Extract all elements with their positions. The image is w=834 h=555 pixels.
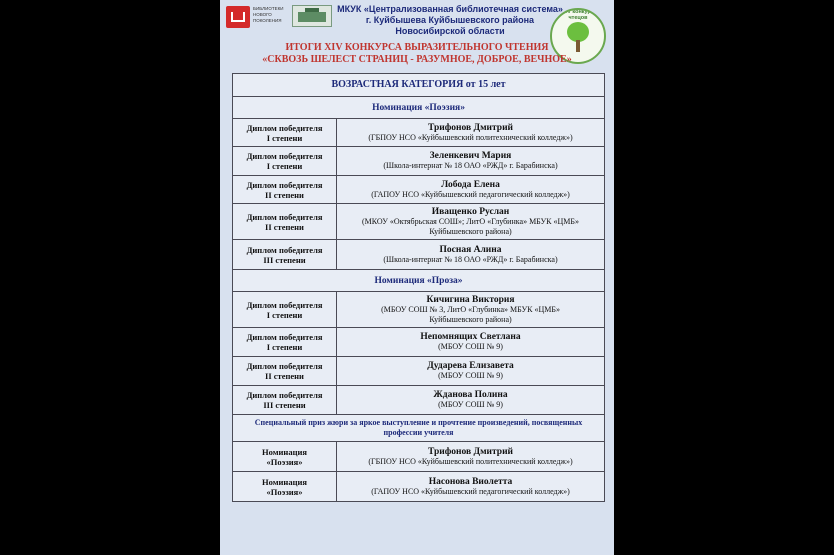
winner-organization: Куйбышевского района): [429, 314, 512, 324]
diploma-line: Диплом победителя: [246, 179, 323, 190]
diploma-line: Диплом победителя: [246, 122, 323, 133]
diploma-line: I степени: [266, 132, 303, 143]
diploma-line: II степени: [265, 371, 304, 381]
diploma-line: I степени: [266, 309, 303, 320]
tree-icon: [567, 22, 589, 42]
diploma-line: I степени: [266, 161, 303, 171]
title-line: ИТОГИ XIV КОНКУРСА ВЫРАЗИТЕЛЬНОГО ЧТЕНИЯ: [285, 42, 549, 53]
diploma-line: Диплом победителя: [246, 151, 323, 161]
diploma-cell: [233, 240, 337, 270]
book-icon: [231, 12, 245, 22]
winner-name: Посная Алина: [439, 244, 502, 255]
diploma-line: Диплом победителя: [246, 332, 323, 342]
winner-organization: (МБОУ СОШ № 9): [438, 342, 503, 351]
poster-title: [220, 42, 614, 66]
library-logo: [226, 6, 250, 28]
winner-organization: Куйбышевского района): [429, 226, 512, 236]
diploma-line: Диплом победителя: [246, 244, 323, 255]
winner-cell: [337, 147, 605, 176]
winner-organization: (ГАПОУ НСО «Куйбышевский педагогический колледж»): [371, 189, 570, 199]
winner-name: Дударева Елизавета: [427, 361, 514, 371]
emblem-text: XIV конкурс чтецов: [562, 9, 594, 21]
winner-organization: (ГБПОУ НСО «Куйбышевский политехнический колледж»): [368, 456, 573, 466]
diploma-cell: [233, 472, 337, 502]
winner-cell: [337, 119, 605, 147]
diploma-line: Номинация: [262, 446, 307, 457]
diploma-line: III степени: [263, 254, 306, 265]
table-row: [233, 176, 605, 204]
poster-header: [220, 0, 614, 72]
winner-name: Кичигина Виктория: [426, 294, 515, 305]
org-line: МКУК «Централизованная библиотечная система»: [337, 4, 563, 14]
results-table: [232, 73, 605, 502]
table-row: [233, 292, 605, 328]
winner-organization: (ГБПОУ НСО «Куйбышевский политехнический колледж»): [368, 132, 573, 142]
diploma-line: III степени: [263, 400, 306, 410]
winner-cell: [337, 176, 605, 204]
diploma-cell: [233, 119, 337, 147]
winner-organization: (МБОУ СОШ № 9): [438, 400, 503, 409]
winner-cell: [337, 472, 605, 502]
diploma-line: I степени: [266, 342, 303, 352]
table-row: [233, 357, 605, 386]
diploma-line: «Поэзия»: [266, 486, 303, 497]
library-building-logo: [292, 5, 332, 27]
table-row: [233, 386, 605, 415]
diploma-line: II степени: [265, 189, 304, 200]
diploma-cell: [233, 328, 337, 357]
diploma-line: Номинация: [262, 476, 307, 487]
table-row: [233, 472, 605, 502]
winner-cell: [337, 204, 605, 240]
winner-name: Непомнящих Светлана: [420, 332, 521, 342]
winner-cell: [337, 442, 605, 472]
diploma-cell: [233, 204, 337, 240]
org-line: г. Куйбышева Куйбышевского района: [365, 15, 535, 25]
winner-name: Трифонов Дмитрий: [427, 446, 514, 457]
diploma-cell: [233, 176, 337, 204]
age-category: ВОЗРАСТНАЯ КАТЕГОРИЯ от 15 лет: [233, 74, 605, 97]
diploma-line: Диплом победителя: [246, 390, 323, 400]
diploma-cell: [233, 147, 337, 176]
diploma-line: Диплом победителя: [246, 361, 323, 371]
table-row: [233, 442, 605, 472]
winner-cell: [337, 328, 605, 357]
diploma-cell: [233, 442, 337, 472]
diploma-line: «Поэзия»: [266, 456, 303, 467]
winner-cell: [337, 240, 605, 270]
diploma-line: Диплом победителя: [246, 211, 323, 222]
winner-name: Трифонов Дмитрий: [427, 122, 514, 133]
winner-organization: (МКОУ «Октябрьская СОШ»; ЛитО «Глубинка» МБУК «ЦМБ»: [362, 216, 579, 226]
org-line: Новосибирской области: [395, 26, 505, 36]
nomination-heading: Номинация «Поэзия»: [233, 97, 605, 119]
winner-organization: (МБОУ СОШ № 9): [438, 371, 503, 380]
library-logo-text: БИБЛИОТЕКИ НОВОГО ПОКОЛЕНИЯ: [253, 6, 284, 23]
winner-cell: [337, 386, 605, 415]
organization-header: [335, 4, 565, 37]
winner-organization: (ГАПОУ НСО «Куйбышевский педагогический колледж»): [371, 486, 570, 496]
diploma-cell: [233, 357, 337, 386]
winner-organization: (Школа-интернат № 18 ОАО «РЖД» г. Барабинска): [383, 161, 558, 170]
results-poster: [220, 0, 614, 555]
title-line: «СКВОЗЬ ШЕЛЕСТ СТРАНИЦ - РАЗУМНОЕ, ДОБРОЕ, ВЕЧНОЕ»: [262, 54, 572, 65]
winner-organization: (Школа-интернат № 18 ОАО «РЖД» г. Барабинска): [383, 254, 558, 264]
table-row: [233, 240, 605, 270]
special-prize-heading: Специальный приз жюри за яркое выступление и прочтение произведений, посвященных профессии учителя: [233, 415, 605, 442]
table-row: [233, 204, 605, 240]
diploma-cell: [233, 386, 337, 415]
diploma-cell: [233, 292, 337, 328]
winner-name: Лобода Елена: [441, 179, 500, 190]
table-row: [233, 119, 605, 147]
nomination-heading: Номинация «Проза»: [233, 270, 605, 292]
winner-name: Зеленкевич Мария: [429, 151, 512, 161]
winner-organization: (МБОУ СОШ № 3, ЛитО «Глубинка» МБУК «ЦМБ»: [381, 304, 560, 314]
diploma-line: II степени: [265, 221, 304, 232]
winner-name: Насонова Виолетта: [428, 476, 513, 487]
winner-cell: [337, 357, 605, 386]
winner-cell: [337, 292, 605, 328]
diploma-line: Диплом победителя: [246, 299, 323, 310]
winner-name: Иващенко Руслан: [431, 206, 510, 217]
table-row: [233, 147, 605, 176]
winner-name: Жданова Полина: [433, 390, 508, 400]
table-row: [233, 328, 605, 357]
